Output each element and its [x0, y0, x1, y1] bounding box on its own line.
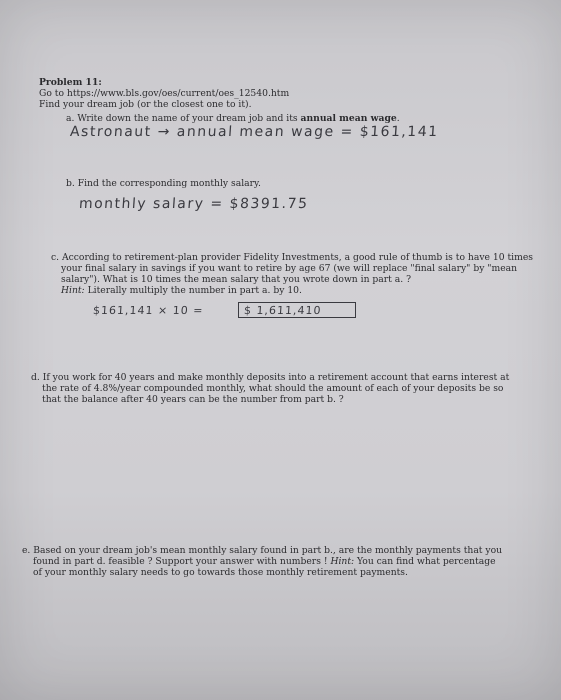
part-e-line-1: e. Based on your dream job's mean monthly salary found in part b., are the monthly payments that you: [22, 545, 503, 556]
part-e-line-2-rest: You can find what percentage: [354, 556, 496, 567]
part-e-hint-label: Hint:: [327, 556, 355, 567]
part-a-bold: annual mean wage: [300, 113, 397, 124]
part-a-prefix: a. Write down the name of your dream job and its: [66, 113, 301, 124]
part-e-line-2-text: found in part d. feasible ? Support your answer with numbers !: [33, 556, 328, 567]
problem-instruction: Find your dream job (or the closest one to it).: [39, 99, 252, 110]
part-c-line-2: your final salary in savings if you want to retire by age 67 (we will replace "final salary" by "mean: [61, 263, 518, 274]
part-c-line-1: c. According to retirement-plan provider Fidelity Investments, a good rule of thumb is to have 10 times: [51, 252, 533, 263]
part-b-question: b. Find the corresponding monthly salary.: [66, 178, 261, 189]
part-e-line-2: [33, 556, 496, 567]
part-e-line-3: of your monthly salary needs to go towards those monthly retirement payments.: [33, 567, 408, 578]
part-c-hint-text: Literally multiply the number in part a. by 10.: [84, 285, 302, 296]
part-a-question: [66, 113, 400, 124]
part-c-hint: [61, 285, 302, 296]
problem-url-line: Go to https://www.bls.gov/oes/current/oes_12540.htm: [39, 88, 290, 99]
part-d-line-3: that the balance after 40 years can be the number from part b. ?: [42, 394, 344, 405]
part-c-hint-label: Hint:: [61, 285, 85, 296]
problem-title: Problem 11:: [39, 77, 102, 88]
part-b-handwritten-answer: monthly salary = $8391.75: [78, 196, 309, 212]
part-c-handwritten-calc: $161,141 × 10 =: [92, 304, 204, 317]
part-c-line-3: salary"). What is 10 times the mean salary that you wrote down in part a. ?: [61, 274, 412, 285]
part-d-line-1: d. If you work for 40 years and make monthly deposits into a retirement account that earns interest at: [31, 372, 510, 383]
part-a-handwritten-answer: Astronaut → annual mean wage = $161,141: [69, 124, 440, 140]
part-a-suffix: .: [396, 113, 400, 124]
part-d-line-2: the rate of 4.8%/year compounded monthly, what should the amount of each of your deposits be so: [42, 383, 504, 394]
part-c-boxed-answer: $ 1,611,410: [243, 304, 322, 317]
